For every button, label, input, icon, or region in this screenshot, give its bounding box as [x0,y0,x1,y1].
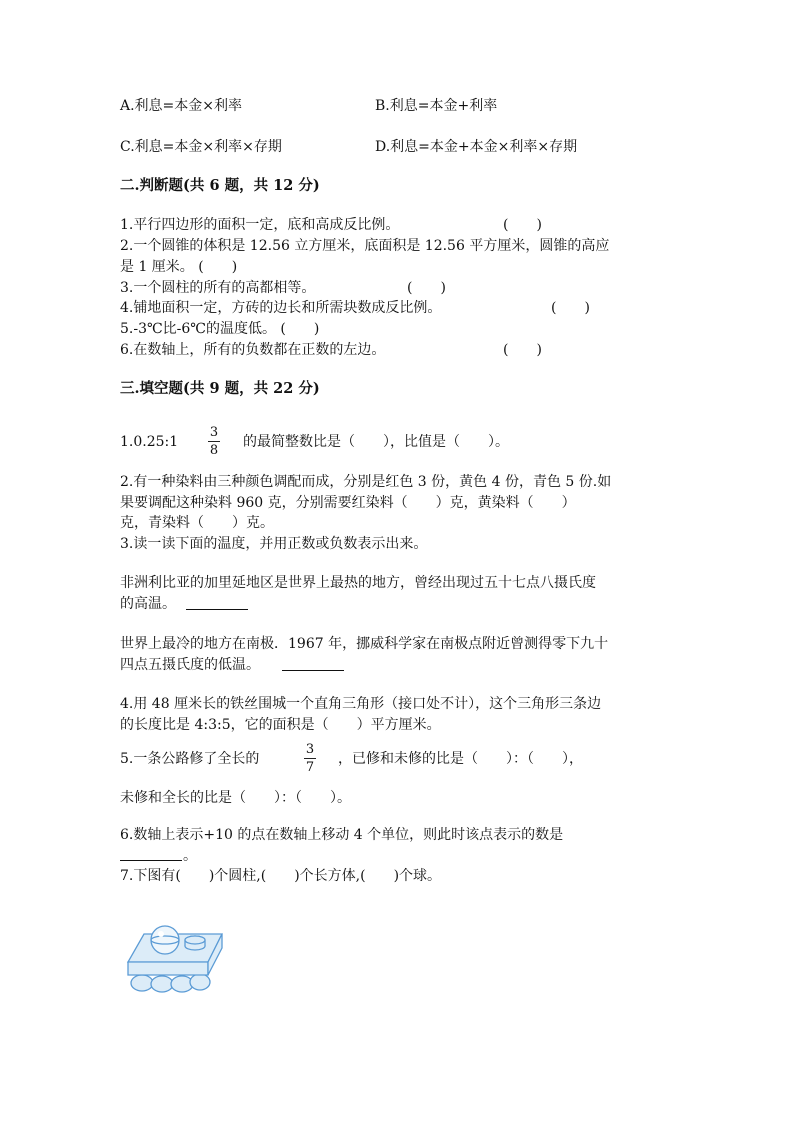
s3-q2-line3[interactable]: 克，青染料（ ）克。 [120,515,274,531]
s3-q7[interactable]: 7.下图有( )个圆柱,( )个长方体,( )个球。 [120,868,442,884]
s3-q5-suffix[interactable]: ，已修和未修的比是（ ）：（ ）， [338,751,583,767]
s2-q2-line1: 2.一个圆锥的体积是 12.56 立方厘米，底面积是 12.56 平方厘米，圆锥的高应 [120,238,610,254]
s3-q5-line2[interactable]: 未修和全长的比是（ ）：（ ）。 [120,790,351,806]
s2-q6-answer-paren[interactable]: ( ) [503,342,542,358]
s2-q1: 1.平行四边形的面积一定，底和高成反比例。 [120,217,400,233]
s3-q2-line2[interactable]: 果要调配这种染料 960 克，分别需要红染料（ ）克，黄染料（ ） [120,495,576,511]
choice-c: C.利息=本金×利率×存期 [120,139,282,155]
s3-q3-para2-line2: 四点五摄氏度的低温。 [120,657,260,673]
answer-blank[interactable] [120,860,182,861]
s3-q3-para1-line2: 的高温。 [120,596,176,612]
section2-title: 二.判断题(共 6 题，共 12 分) [120,177,320,194]
answer-blank[interactable] [186,609,248,610]
cylinder-shape [190,974,210,990]
s2-q1-answer-paren[interactable]: ( ) [503,217,542,233]
choice-a: A.利息=本金×利率 [120,98,243,114]
fraction-numerator: 3 [209,425,219,440]
s2-q6: 6.在数轴上，所有的负数都在正数的左边。 [120,342,386,358]
cylinder-shape [131,975,153,991]
fraction-bar [208,441,220,442]
choice-b: B.利息=本金+利率 [375,98,498,114]
s3-q6-line2: 。 [183,848,197,864]
s2-q5[interactable]: 5.-3℃比-6℃的温度低。 ( ) [120,321,320,337]
s3-q1-prefix: 1.0.25:1 [120,434,179,450]
s3-q3-para1-line1: 非洲利比亚的加里延地区是世界上最热的地方，曾经出现过五十七点八摄氏度 [120,575,596,591]
s3-q6-line1: 6.数轴上表示+10 的点在数轴上移动 4 个单位，则此时该点表示的数是 [120,827,564,843]
s3-q1-fraction [206,425,222,458]
cylinder-top [185,936,205,944]
s3-q3-para2-line1: 世界上最冷的地方在南极．1967 年，挪威科学家在南极点附近曾测得零下九十 [120,636,609,652]
s3-q5-prefix: 5.一条公路修了全长的 [120,751,260,767]
choice-d: D.利息=本金+本金×利率×存期 [375,139,578,155]
section3-title: 三.填空题(共 9 题，共 22 分) [120,380,320,397]
s2-q3-answer-paren[interactable]: ( ) [407,280,446,296]
fraction-denominator: 8 [209,443,219,458]
s3-q4-line1: 4.用 48 厘米长的铁丝围城一个直角三角形（接口处不计），这个三角形三条边 [120,696,602,712]
s3-q5-fraction [302,742,318,775]
cylinder-shape [151,976,173,992]
shapes-figure [120,920,230,1000]
sphere-shape [151,926,179,954]
s3-q1-suffix[interactable]: 的最简整数比是（ ），比值是（ ）。 [243,434,509,450]
fraction-numerator: 3 [305,742,315,757]
s3-q2-line1: 2.有一种染料由三种颜色调配而成，分别是红色 3 份，黄色 4 份，青色 5 份.如 [120,474,612,490]
answer-blank[interactable] [282,670,344,671]
s3-q3: 3.读一读下面的温度，并用正数或负数表示出来。 [120,536,428,552]
s2-q4: 4.铺地面积一定，方砖的边长和所需块数成反比例。 [120,300,442,316]
fraction-bar [304,758,316,759]
fraction-denominator: 7 [305,760,315,775]
s2-q2-line2[interactable]: 是 1 厘米。 ( ) [120,259,238,275]
s2-q4-answer-paren[interactable]: ( ) [551,300,590,316]
cuboid-front [128,962,208,975]
s3-q4-line2[interactable]: 的长度比是 4:3:5，它的面积是（ ）平方厘米。 [120,717,441,733]
s2-q3: 3.一个圆柱的所有的高都相等。 [120,280,316,296]
sphere-highlight [158,931,164,937]
